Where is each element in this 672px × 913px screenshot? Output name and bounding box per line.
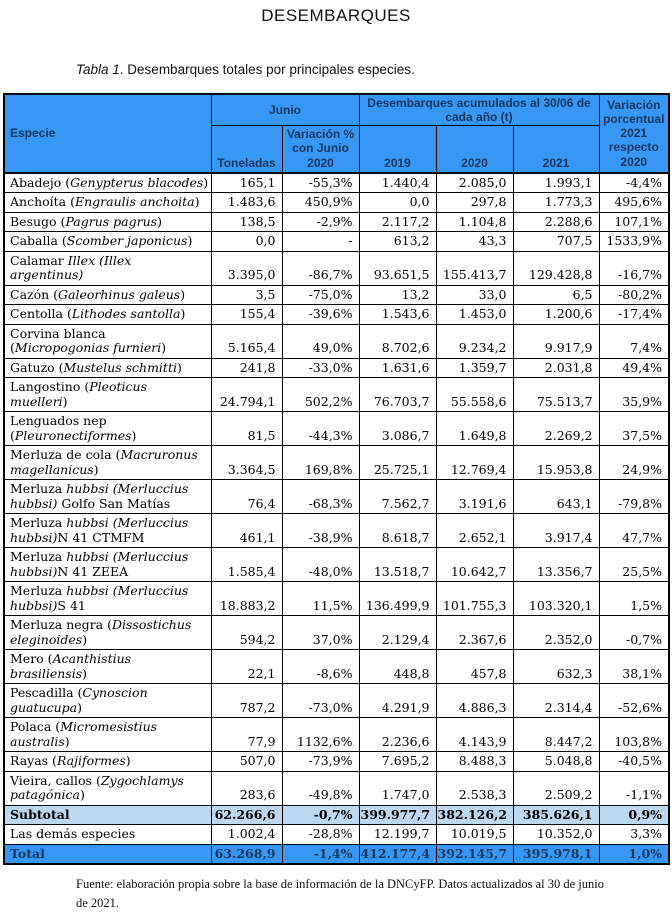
table-row (4, 480, 669, 514)
toneladas-cell: 3.395,0 (211, 251, 282, 285)
y2020-cell: 4.143,9 (436, 718, 513, 752)
var-junio-cell: 37,0% (282, 616, 359, 650)
table-row (4, 616, 669, 650)
table-caption (76, 62, 672, 77)
var-anual-cell: -52,6% (599, 684, 669, 718)
table-row (4, 378, 669, 412)
species-cell: Pescadilla (Cynoscion guatucupa) (4, 684, 211, 718)
y2021-cell: 1.200,6 (513, 305, 599, 325)
species-cell: Total (4, 844, 211, 864)
y2020-cell: 392.145,7 (436, 844, 513, 864)
var-junio-cell: 502,2% (282, 378, 359, 412)
var-anual-cell: 1533,9% (599, 232, 669, 252)
species-cell: Merluza negra (Dissostichus eleginoides) (4, 616, 211, 650)
y2020-cell: 33,0 (436, 285, 513, 305)
y2019-cell: 3.086,7 (359, 412, 436, 446)
var-anual-cell: 49,4% (599, 358, 669, 378)
y2019-cell: 12.199,7 (359, 825, 436, 845)
var-junio-cell: -73,0% (282, 684, 359, 718)
var-junio-cell: -55,3% (282, 173, 359, 193)
header-acumulados-group: Desembarques acumulados al 30/06 de cada año (t) (359, 94, 599, 126)
y2020-cell: 10.642,7 (436, 548, 513, 582)
y2019-cell: 0,0 (359, 193, 436, 213)
table-row (4, 514, 669, 548)
var-junio-cell: -39,6% (282, 305, 359, 325)
y2020-cell: 1.453,0 (436, 305, 513, 325)
var-anual-cell: 7,4% (599, 324, 669, 358)
var-anual-cell: 24,9% (599, 446, 669, 480)
toneladas-cell: 787,2 (211, 684, 282, 718)
var-junio-cell: -48,0% (282, 548, 359, 582)
y2019-cell: 1.543,6 (359, 305, 436, 325)
y2021-cell: 707,5 (513, 232, 599, 252)
caption-text: . Desembarques totales por principales especies. (119, 62, 415, 77)
table-row (4, 548, 669, 582)
species-cell: Lenguados nep (Pleuronectiformes) (4, 412, 211, 446)
y2021-cell: 2.031,8 (513, 358, 599, 378)
toneladas-cell: 76,4 (211, 480, 282, 514)
toneladas-cell: 24.794,1 (211, 378, 282, 412)
table-row (4, 251, 669, 285)
y2019-cell: 136.499,9 (359, 582, 436, 616)
var-anual-cell: -79,8% (599, 480, 669, 514)
species-cell: Merluza hubbsi (Merluccius hubbsi)N 41 ZEEA (4, 548, 211, 582)
table-row (4, 771, 669, 805)
var-junio-cell: -75,0% (282, 285, 359, 305)
var-anual-cell: -4,4% (599, 173, 669, 193)
species-cell: Caballa (Scomber japonicus) (4, 232, 211, 252)
y2019-cell: 1.747,0 (359, 771, 436, 805)
page-title: DESEMBARQUES (261, 6, 411, 25)
var-anual-cell: 103,8% (599, 718, 669, 752)
y2020-cell: 1.359,7 (436, 358, 513, 378)
toneladas-cell: 241,8 (211, 358, 282, 378)
table-row (4, 446, 669, 480)
species-cell: Calamar Illex (Illex argentinus) (4, 251, 211, 285)
var-anual-cell: -1,1% (599, 771, 669, 805)
table-header (4, 94, 669, 173)
y2019-cell: 8.702,6 (359, 324, 436, 358)
header-especie: Especie (4, 94, 211, 173)
var-anual-cell: 25,5% (599, 548, 669, 582)
y2021-cell: 15.953,8 (513, 446, 599, 480)
y2021-cell: 10.352,0 (513, 825, 599, 845)
y2019-cell: 13,2 (359, 285, 436, 305)
toneladas-cell: 1.483,6 (211, 193, 282, 213)
y2020-cell: 9.234,2 (436, 324, 513, 358)
y2019-cell: 7.562,7 (359, 480, 436, 514)
y2020-cell: 55.558,6 (436, 378, 513, 412)
y2021-cell: 5.048,8 (513, 752, 599, 772)
y2021-cell: 643,1 (513, 480, 599, 514)
var-junio-cell: -8,6% (282, 650, 359, 684)
y2019-cell: 1.631,6 (359, 358, 436, 378)
table-row (4, 412, 669, 446)
table-row (4, 212, 669, 232)
y2021-cell: 3.917,4 (513, 514, 599, 548)
toneladas-cell: 22,1 (211, 650, 282, 684)
species-cell: Merluza hubbsi (Merluccius hubbsi)N 41 CTMFM (4, 514, 211, 548)
y2020-cell: 457,8 (436, 650, 513, 684)
toneladas-cell: 77,9 (211, 718, 282, 752)
y2019-cell: 1.440,4 (359, 173, 436, 193)
y2021-cell: 2.352,0 (513, 616, 599, 650)
y2021-cell: 2.314,4 (513, 684, 599, 718)
y2021-cell: 2.269,2 (513, 412, 599, 446)
var-junio-cell: -73,9% (282, 752, 359, 772)
table-row (4, 173, 669, 193)
species-cell: Polaca (Micromesistius australis) (4, 718, 211, 752)
var-anual-cell: -0,7% (599, 616, 669, 650)
var-anual-cell: 38,1% (599, 650, 669, 684)
y2020-cell: 8.488,3 (436, 752, 513, 772)
y2019-cell: 93.651,5 (359, 251, 436, 285)
y2019-cell: 613,2 (359, 232, 436, 252)
species-cell: Merluza de cola (Macruronus magellanicus) (4, 446, 211, 480)
total-row (4, 844, 669, 864)
species-cell: Merluza hubbsi (Merluccius hubbsi) Golfo San Matías (4, 480, 211, 514)
header-2019: 2019 (359, 126, 436, 173)
species-cell: Rayas (Rajiformes) (4, 752, 211, 772)
y2021-cell: 1.773,3 (513, 193, 599, 213)
var-junio-cell: 450,9% (282, 193, 359, 213)
var-junio-cell: -86,7% (282, 251, 359, 285)
toneladas-cell: 507,0 (211, 752, 282, 772)
y2021-cell: 2.509,2 (513, 771, 599, 805)
header-toneladas: Toneladas (211, 126, 282, 173)
var-anual-cell: 1,0% (599, 844, 669, 864)
y2020-cell: 2.085,0 (436, 173, 513, 193)
y2019-cell: 7.695,2 (359, 752, 436, 772)
table-row (4, 650, 669, 684)
species-cell: Cazón (Galeorhinus galeus) (4, 285, 211, 305)
y2019-cell: 2.117,2 (359, 212, 436, 232)
var-anual-cell: 107,1% (599, 212, 669, 232)
var-junio-cell: 169,8% (282, 446, 359, 480)
y2020-cell: 2.652,1 (436, 514, 513, 548)
y2019-cell: 13.518,7 (359, 548, 436, 582)
y2019-cell: 4.291,9 (359, 684, 436, 718)
var-anual-cell: 37,5% (599, 412, 669, 446)
y2019-cell: 2.129,4 (359, 616, 436, 650)
var-anual-cell: 47,7% (599, 514, 669, 548)
var-junio-cell: -44,3% (282, 412, 359, 446)
y2020-cell: 43,3 (436, 232, 513, 252)
var-anual-cell: -80,2% (599, 285, 669, 305)
var-junio-cell: -2,9% (282, 212, 359, 232)
toneladas-cell: 594,2 (211, 616, 282, 650)
var-junio-cell: -1,4% (282, 844, 359, 864)
y2021-cell: 9.917,9 (513, 324, 599, 358)
species-cell: Anchoíta (Engraulis anchoita) (4, 193, 211, 213)
y2020-cell: 2.538,3 (436, 771, 513, 805)
table-body (4, 173, 669, 865)
y2020-cell: 4.886,3 (436, 684, 513, 718)
species-cell: Abadejo (Genypterus blacodes) (4, 173, 211, 193)
var-junio-cell: 11,5% (282, 582, 359, 616)
toneladas-cell: 0,0 (211, 232, 282, 252)
var-anual-cell: 3,3% (599, 825, 669, 845)
y2021-cell: 13.356,7 (513, 548, 599, 582)
table-row (4, 193, 669, 213)
table-row (4, 582, 669, 616)
species-cell: Vieira, callos (Zygochlamys patagónica) (4, 771, 211, 805)
species-cell: Langostino (Pleoticus muelleri) (4, 378, 211, 412)
header-junio-group: Junio (211, 94, 359, 126)
toneladas-cell: 63.268,9 (211, 844, 282, 864)
table-row (4, 305, 669, 325)
var-junio-cell: - (282, 232, 359, 252)
var-anual-cell: 495,6% (599, 193, 669, 213)
species-cell: Subtotal (4, 805, 211, 825)
header-2021: 2021 (513, 126, 599, 173)
var-anual-cell: 35,9% (599, 378, 669, 412)
y2019-cell: 412.177,4 (359, 844, 436, 864)
toneladas-cell: 5.165,4 (211, 324, 282, 358)
var-junio-cell: -38,9% (282, 514, 359, 548)
y2021-cell: 75.513,7 (513, 378, 599, 412)
toneladas-cell: 155,4 (211, 305, 282, 325)
var-anual-cell: 0,9% (599, 805, 669, 825)
y2020-cell: 382.126,2 (436, 805, 513, 825)
toneladas-cell: 1.585,4 (211, 548, 282, 582)
species-cell: Las demás especies (4, 825, 211, 845)
y2020-cell: 12.769,4 (436, 446, 513, 480)
toneladas-cell: 461,1 (211, 514, 282, 548)
var-junio-cell: -28,8% (282, 825, 359, 845)
var-junio-cell: -0,7% (282, 805, 359, 825)
y2021-cell: 1.993,1 (513, 173, 599, 193)
toneladas-cell: 3,5 (211, 285, 282, 305)
toneladas-cell: 165,1 (211, 173, 282, 193)
y2021-cell: 8.447,2 (513, 718, 599, 752)
species-cell: Centolla (Lithodes santolla) (4, 305, 211, 325)
y2021-cell: 632,3 (513, 650, 599, 684)
y2019-cell: 76.703,7 (359, 378, 436, 412)
species-cell: Besugo (Pagrus pagrus) (4, 212, 211, 232)
y2019-cell: 8.618,7 (359, 514, 436, 548)
species-cell: Mero (Acanthistius brasiliensis) (4, 650, 211, 684)
y2019-cell: 448,8 (359, 650, 436, 684)
table-row (4, 825, 669, 845)
table-row (4, 358, 669, 378)
var-junio-cell: -49,8% (282, 771, 359, 805)
y2021-cell: 2.288,6 (513, 212, 599, 232)
header-variacion-anual: Variación porcentual 2021 respecto 2020 (599, 94, 669, 173)
y2020-cell: 101.755,3 (436, 582, 513, 616)
var-anual-cell: 1,5% (599, 582, 669, 616)
toneladas-cell: 283,6 (211, 771, 282, 805)
y2021-cell: 6,5 (513, 285, 599, 305)
var-junio-cell: 49,0% (282, 324, 359, 358)
var-anual-cell: -17,4% (599, 305, 669, 325)
toneladas-cell: 18.883,2 (211, 582, 282, 616)
table-row (4, 684, 669, 718)
y2021-cell: 395.978,1 (513, 844, 599, 864)
y2020-cell: 1.104,8 (436, 212, 513, 232)
caption-label: Tabla 1 (76, 62, 120, 77)
toneladas-cell: 62.266,6 (211, 805, 282, 825)
subtotal-row (4, 805, 669, 825)
y2020-cell: 1.649,8 (436, 412, 513, 446)
y2021-cell: 129.428,8 (513, 251, 599, 285)
species-cell: Gatuzo (Mustelus schmitti) (4, 358, 211, 378)
table-row (4, 752, 669, 772)
y2021-cell: 103.320,1 (513, 582, 599, 616)
var-junio-cell: -33,0% (282, 358, 359, 378)
table-row (4, 232, 669, 252)
toneladas-cell: 3.364,5 (211, 446, 282, 480)
toneladas-cell: 138,5 (211, 212, 282, 232)
y2019-cell: 25.725,1 (359, 446, 436, 480)
table-row (4, 285, 669, 305)
y2019-cell: 399.977,7 (359, 805, 436, 825)
source-note: Fuente: elaboración propia sobre la base de información de la DNCyFP. Datos actualizados al 30 de junio de 2021. (76, 877, 604, 911)
y2020-cell: 3.191,6 (436, 480, 513, 514)
table-row (4, 718, 669, 752)
var-junio-cell: 1132,6% (282, 718, 359, 752)
var-anual-cell: -40,5% (599, 752, 669, 772)
header-variacion-junio: Variación % con Junio 2020 (282, 126, 359, 173)
y2020-cell: 155.413,7 (436, 251, 513, 285)
y2020-cell: 2.367,6 (436, 616, 513, 650)
y2020-cell: 297,8 (436, 193, 513, 213)
var-junio-cell: -68,3% (282, 480, 359, 514)
toneladas-cell: 1.002,4 (211, 825, 282, 845)
species-cell: Corvina blanca (Micropogonias furnieri) (4, 324, 211, 358)
y2021-cell: 385.626,1 (513, 805, 599, 825)
table-row (4, 324, 669, 358)
y2020-cell: 10.019,5 (436, 825, 513, 845)
toneladas-cell: 81,5 (211, 412, 282, 446)
var-anual-cell: -16,7% (599, 251, 669, 285)
desembarques-table (3, 93, 670, 865)
y2019-cell: 2.236,6 (359, 718, 436, 752)
species-cell: Merluza hubbsi (Merluccius hubbsi)S 41 (4, 582, 211, 616)
header-2020: 2020 (436, 126, 513, 173)
